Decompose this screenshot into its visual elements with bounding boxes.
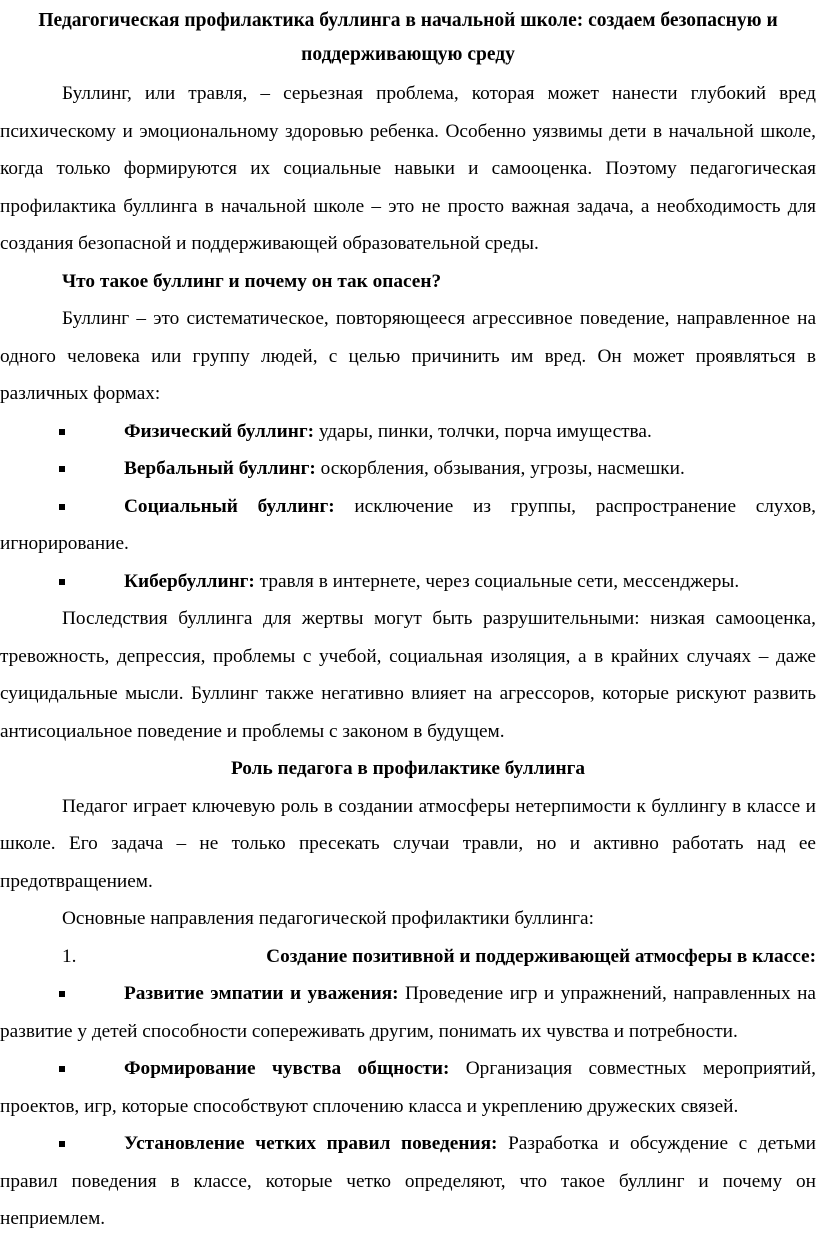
list-item-term: Развитие эмпатии и уважения: xyxy=(124,983,399,1004)
list-item-term: Кибербуллинг: xyxy=(124,570,255,592)
list-item xyxy=(0,1125,816,1238)
list-item-term: Социальный буллинг: xyxy=(124,495,335,517)
bullet-icon xyxy=(59,466,65,472)
list-item-desc: исключение из группы, распространение слухов, игнорирование. xyxy=(0,495,816,554)
list-number: 1. xyxy=(62,945,77,967)
bullet-icon xyxy=(59,1066,65,1072)
bullet-icon xyxy=(59,429,65,435)
list-item-desc: Разработка и обсуждение с детьми правил поведения в классе, которые четко определяют, что такое буллинг и почему он неприемлем. xyxy=(0,1133,816,1229)
list-item xyxy=(0,450,816,488)
section-heading-what-is-bullying: Что такое буллинг и почему он так опасен? xyxy=(62,270,442,292)
teacher-role-paragraph: Педагог играет ключевую роль в создании атмосферы нетерпимости к буллингу в классе и школе. Его задача – не только пресекать случаи травли, но и активно работать над ее предотвращением. xyxy=(0,795,816,892)
bullet-icon xyxy=(59,991,65,997)
list-item xyxy=(0,488,816,563)
list-item xyxy=(0,975,816,1050)
list-item-desc: удары, пинки, толчки, порча имущества. xyxy=(314,420,652,442)
list-item xyxy=(0,413,816,451)
list-item-term: Формирование чувства общности: xyxy=(124,1058,450,1079)
list-item-term: Вербальный буллинг: xyxy=(124,458,316,479)
list-item-term: Установление четких правил поведения: xyxy=(124,1133,498,1154)
list-item xyxy=(0,1050,816,1125)
section-heading-teacher-role: Роль педагога в профилактике буллинга xyxy=(230,758,586,779)
list-item-term: Физический буллинг: xyxy=(124,420,314,442)
definition-paragraph: Буллинг – это систематическое, повторяющееся агрессивное поведение, направленное на одного человека или группу людей, с целью причинить им вред. Он может проявляться в различных формах: xyxy=(0,308,816,404)
list-item-desc: Проведение игр и упражнений, направленных на развитие у детей способности сопереживать другим, понимать их чувства и потребности. xyxy=(0,983,816,1042)
list-item-desc: травля в интернете, через социальные сети, мессенджеры. xyxy=(254,570,740,592)
bullet-icon xyxy=(59,504,65,510)
bullet-icon xyxy=(59,1141,65,1147)
numbered-item-text: Создание позитивной и поддерживающей атмосферы в классе: xyxy=(266,945,816,967)
list-item-desc: Организация совместных мероприятий, проектов, игр, которые способствуют сплочению класса и укреплению дружеских связей. xyxy=(0,1058,816,1117)
list-item-desc: оскорбления, обзывания, угрозы, насмешки. xyxy=(315,458,685,479)
directions-intro: Основные направления педагогической профилактики буллинга: xyxy=(62,908,594,929)
list-item xyxy=(0,563,816,601)
consequences-paragraph: Последствия буллинга для жертвы могут быть разрушительными: низкая самооценка, тревожность, депрессия, проблемы с учебой, социальная изоляция, а в крайних случаях – даже суицидальные мысли. Буллинг также негативно влияет на агрессоров, которые рискуют развить антисоциальное поведение и проблемы с законом в будущем. xyxy=(0,608,816,742)
bullet-icon xyxy=(59,579,65,585)
intro-paragraph: Буллинг, или травля, – серьезная проблема, которая может нанести глубокий вред психическому и эмоциональному здоровью ребенка. Особенно уязвимы дети в начальной школе, когда только формируются их социальные навыки и самооценка. Поэтому педагогическая профилактика буллинга в начальной школе – это не просто важная задача, а необходимость для создания безопасной и поддерживающей образовательной среды. xyxy=(0,83,816,254)
document-title: Педагогическая профилактика буллинга в начальной школе: создаем безопасную и поддерживающую среду xyxy=(38,10,778,65)
numbered-list-item xyxy=(0,938,816,976)
